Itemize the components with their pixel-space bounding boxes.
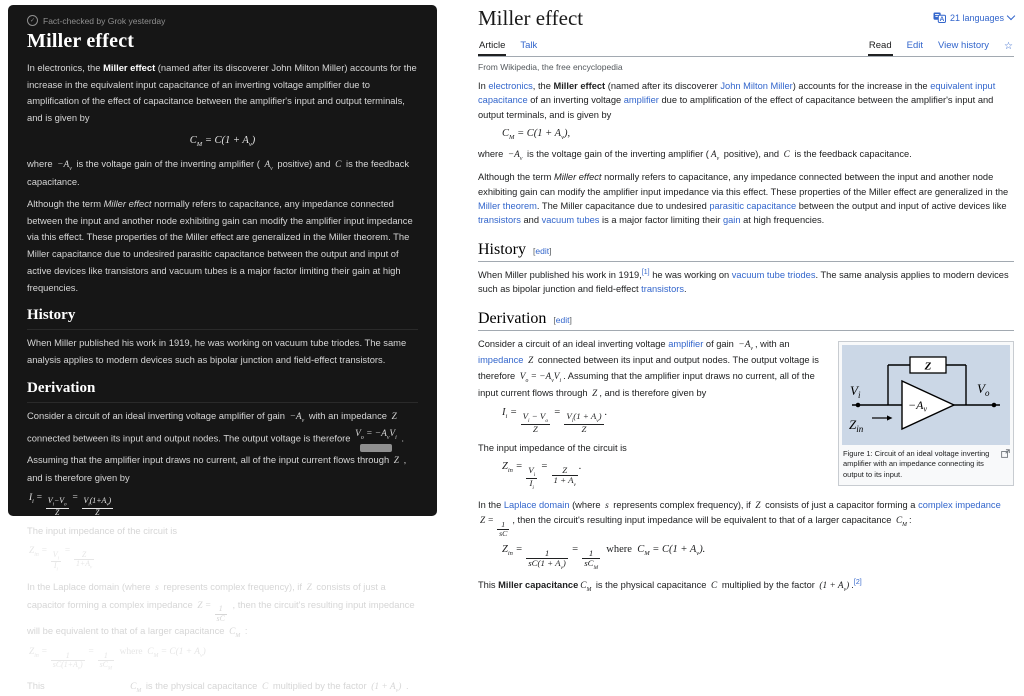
- link-miller-theorem[interactable]: Miller theorem: [478, 200, 537, 211]
- link-parasitic-capacitance[interactable]: parasitic capacitance: [709, 200, 797, 211]
- although-paragraph: Although the term Miller effect normally refers to capacitance, any impedance connected between the input and another node exhibiting gain can modify the amplifier input impedance via this effect. These properties of the Miller effect are generalized in the Miller theorem. The Miller capacitance due to undesired parasitic capacitance between the output and input of active devices like transistors and vacuum tubes is a major factor limiting their gain at high frequencies.: [478, 172, 1009, 226]
- inline-math-gain: $-A_v$: [57, 160, 72, 172]
- inline-math-c: C: [261, 681, 269, 692]
- history-paragraph: When Miller published his work in 1919, he was working on vacuum tube triodes. The same analysis applies to modern devices such as bipolar junction and field-effect transistors.: [27, 337, 407, 366]
- link-transistors[interactable]: transistors: [478, 215, 521, 226]
- inline-math-z: Z: [393, 456, 399, 467]
- link-vacuum-tubes[interactable]: vacuum tubes: [541, 215, 600, 226]
- inline-math-s: s: [605, 500, 609, 511]
- ref-1-link[interactable]: [1]: [641, 268, 650, 276]
- wikipedia-panel: [470, 0, 1024, 593]
- tab-article[interactable]: Article: [478, 38, 506, 56]
- laplace-paragraph: In the Laplace domain (where s represents complex frequency), if Z consists of just a capacitor forming a complex impedance Z = $\frac{1}{sC}$ , then the circuit's resulting input impedance will be equivalent to that of a larger capacitance $C_M$ :: [27, 581, 415, 639]
- selected-formula: [353, 426, 399, 452]
- link-equivalent-input-capacitance[interactable]: equivalent input capacitance: [478, 81, 996, 106]
- bold-term-miller-effect: Miller effect: [103, 62, 156, 73]
- formula-zin: $Z_{in}$ = $\frac{V_i}{I_i}$ = $\frac{Z}{1+A_v}$: [29, 546, 93, 573]
- tab-view-history[interactable]: View history: [937, 40, 990, 51]
- formula-zin: $Z_{in}$ = $\frac{V_i}{I_i}$ = $\frac{Z}{1 + A_v}$ .: [502, 461, 582, 492]
- intro-paragraph: In electronics, the Miller effect (named after its discoverer John Milton Miller) accounts for the increase in the equivalent input capacitance of an inverting voltage amplifier due to amplification of the effect of capacitance between the amplifier's input and output terminals, and is given by: [478, 81, 996, 120]
- tab-edit[interactable]: Edit: [906, 40, 923, 51]
- bold-miller-capacitance: Miller capacitance: [47, 679, 129, 691]
- inline-math-z: Z: [528, 356, 534, 367]
- input-impedance-label: The input impedance of the circuit is: [478, 442, 627, 453]
- formula-cm: $C_M = C(1 + A_v)$,: [502, 128, 571, 142]
- history-heading: History [edit]: [478, 241, 1014, 262]
- svg-text:A: A: [939, 16, 945, 23]
- fact-checked-label: Fact-checked by Grok yesterday: [43, 15, 166, 26]
- although-paragraph: Although the term Miller effect normally refers to capacitance, any impedance connected between the input and another node exhibiting gain can modify the amplifier input impedance via this effect. These properties of the Miller effect are generalized in the Miller theorem. The Miller capacitance due to undesired parasitic capacitance between the output and input of active devices like transistors and vacuum tubes is a major factor limiting their gain at high frequencies.: [27, 198, 413, 293]
- page-header: [478, 4, 1014, 31]
- inline-math-vo: $V_o = -A_vV_i$: [355, 429, 397, 441]
- inline-math-gain: $-A_v$: [738, 339, 753, 352]
- edit-link[interactable]: edit: [535, 245, 550, 256]
- languages-button[interactable]: [933, 12, 1014, 23]
- inline-math-cm: $C_M$: [895, 516, 907, 529]
- label-vo: $V_o$: [977, 380, 990, 398]
- inline-math-c: C: [783, 150, 790, 161]
- inline-math-z: Z: [592, 388, 598, 399]
- inline-math-c: C: [711, 580, 718, 591]
- inline-math-zc: Z = $\frac{1}{sC}$: [197, 600, 225, 623]
- inline-math-s: s: [155, 583, 159, 594]
- tab-read[interactable]: Read: [868, 38, 893, 56]
- italic-miller-effect: Miller effect: [103, 198, 152, 209]
- derivation-section: [478, 337, 1014, 601]
- edit-link[interactable]: edit: [555, 314, 570, 325]
- final-paragraph: This Miller capacitance $C_M$ is the physical capacitance C multiplied by the factor $(1 + A_v)$ .[2]: [478, 578, 862, 593]
- link-complex-impedance[interactable]: complex impedance: [918, 499, 1001, 510]
- inline-math-cm: $C_M$: [580, 580, 592, 593]
- label-vi: $V_i$: [850, 382, 861, 400]
- inline-math-av: $A_v$: [710, 150, 720, 163]
- tab-bar: [478, 38, 1014, 57]
- italic-miller-effect: Miller effect: [553, 172, 602, 183]
- link-amplifier[interactable]: amplifier: [623, 95, 659, 106]
- label-gain: $-A_v$: [908, 397, 927, 414]
- where-paragraph: where $-A_v$ is the voltage gain of the inverting amplifier ( $A_v$ positive) and C is the feedback capacitance.: [27, 158, 410, 188]
- history-paragraph: When Miller published his work in 1919,[1] he was working on vacuum tube triodes. The same analysis applies to modern devices such as bipolar junction and field-effect transistors.: [478, 268, 1009, 295]
- history-heading: History: [27, 307, 418, 330]
- inline-math-av: $A_v$: [264, 160, 273, 172]
- page-title: Miller effect: [478, 6, 584, 30]
- link-amplifier[interactable]: amplifier: [668, 338, 704, 349]
- fact-checked-badge: [27, 15, 418, 26]
- expand-icon[interactable]: [1001, 449, 1010, 458]
- link-transistors[interactable]: transistors: [641, 284, 685, 295]
- circuit-diagram[interactable]: [842, 345, 1010, 445]
- derivation-paragraph: Consider a circuit of an ideal inverting voltage amplifier of gain $-A_v$ with an impedance Z connected between its input and output nodes. The output voltage is therefore $V_o = -A_vV_i$ . Assuming that the amplifier input draws no current, all of the input current flows through Z , and is therefore given by: [27, 409, 407, 484]
- inline-math-gain: $-A_v$: [289, 411, 305, 424]
- derivation-paragraph: Consider a circuit of an ideal inverting voltage amplifier of gain $-A_v$ , with an impedance Z connected between its input and output nodes. The output voltage is therefore $V_o = -A_vV_i$ . Assuming that the amplifier input draws no current, all of the input current flows through Z , and is therefore given by: [478, 338, 819, 399]
- edit-section-history[interactable]: [edit]: [533, 245, 552, 256]
- input-impedance-label: The input impedance of the circuit is: [27, 525, 178, 537]
- inline-math-gain: $-A_v$: [507, 150, 523, 163]
- formula-zin-capacitor: $Z_{in}$ = $\frac{1}{sC(1 + A_v)}$ = $\frac{1}{sC_M}$ where $C_M = C(1 + A_v)$.: [502, 544, 706, 572]
- formula-zin-capacitor: $Z_{in}$ = $\frac{1}{sC(1+A_v)}$ = $\frac{1}{sC_M}$ where $C_M = C(1 + A_v)$: [29, 647, 206, 672]
- formula-current: $I_i$ = $\frac{V_i - V_o}{Z}$ = $\frac{V_i(1 + A_v)}{Z}$ .: [502, 406, 608, 435]
- label-z: Z: [924, 360, 932, 373]
- languages-label: 21 languages: [949, 12, 1004, 23]
- edit-section-derivation[interactable]: [edit]: [553, 314, 572, 325]
- derivation-heading: Derivation [edit]: [478, 310, 1014, 331]
- link-impedance[interactable]: impedance: [478, 355, 524, 366]
- intro-paragraph: In electronics, the Miller effect (named after its discoverer John Milton Miller) accounts for the increase in the equivalent input capacitance of an inverting voltage amplifier due to amplification of the effect of capacitance between the amplifier's input and output terminals, and is given by: [27, 62, 417, 124]
- inline-math-z: Z: [391, 411, 397, 422]
- translate-icon: [933, 12, 946, 23]
- figure-1: [838, 341, 1014, 487]
- link-vacuum-tube-triodes[interactable]: vacuum tube triodes: [731, 269, 816, 280]
- tab-talk[interactable]: Talk: [520, 40, 538, 51]
- laplace-paragraph: In the Laplace domain (where s represents complex frequency), if Z consists of just a capacitor forming a complex impedance Z = $\frac{1}{sC}$ , then the circuit's resulting input impedance will be equivalent to that of a larger capacitance $C_M$ :: [478, 499, 1001, 539]
- link-electronics[interactable]: electronics: [488, 81, 533, 91]
- inline-math-cm: $C_M$: [229, 626, 241, 639]
- site-tagline: From Wikipedia, the free encyclopedia: [478, 62, 623, 72]
- bold-miller-capacitance: Miller capacitance: [498, 579, 579, 590]
- where-paragraph: where $-A_v$ is the voltage gain of the inverting amplifier ( $A_v$ positive), and C is the feedback capacitance.: [478, 149, 912, 163]
- ref-2-link[interactable]: [2]: [853, 578, 862, 586]
- derivation-heading: Derivation: [27, 380, 418, 403]
- grok-article-panel: [8, 5, 437, 694]
- watchstar-icon[interactable]: ☆: [1004, 41, 1013, 52]
- inline-math-zc: Z = $\frac{1}{sC}$: [480, 516, 508, 539]
- inline-math-c: C: [335, 160, 342, 171]
- inline-math-vo: $V_o = -A_vV_i$: [519, 371, 562, 384]
- formula-cm: $C_M = C(1 + A_v)$: [189, 134, 256, 149]
- bold-term-miller-effect: Miller effect: [553, 81, 606, 91]
- inline-math-factor: $(1 + A_v)$: [371, 681, 402, 694]
- article-title: Miller effect: [27, 30, 135, 52]
- final-paragraph: This Miller capacitance $C_M$ is the physical capacitance C multiplied by the factor $(1 + A_v)$ .: [27, 679, 409, 694]
- formula-current: $I_i$ = $\frac{V_i-V_o}{Z}$ = $\frac{V_i(1+A_v)}{Z}$: [29, 492, 112, 518]
- fact-check-icon: ✓: [27, 15, 38, 26]
- inline-math-factor: $(1 + A_v)$: [819, 580, 850, 593]
- selection-artifact: [360, 444, 393, 452]
- link-john-milton-miller[interactable]: John Milton Miller: [720, 81, 793, 91]
- link-gain[interactable]: gain: [722, 215, 741, 226]
- inline-math-cm: $C_M$: [130, 681, 142, 694]
- link-laplace-domain[interactable]: Laplace domain: [503, 499, 570, 510]
- inline-math-z: Z: [306, 583, 312, 594]
- label-zin: $Z_{in}$: [849, 416, 864, 434]
- inline-math-z: Z: [755, 500, 761, 511]
- chevron-down-icon: [1007, 12, 1015, 20]
- figure-caption: Figure 1: Circuit of an ideal voltage inverting amplifier with an impedance connecting its output to its input.: [842, 445, 1010, 483]
